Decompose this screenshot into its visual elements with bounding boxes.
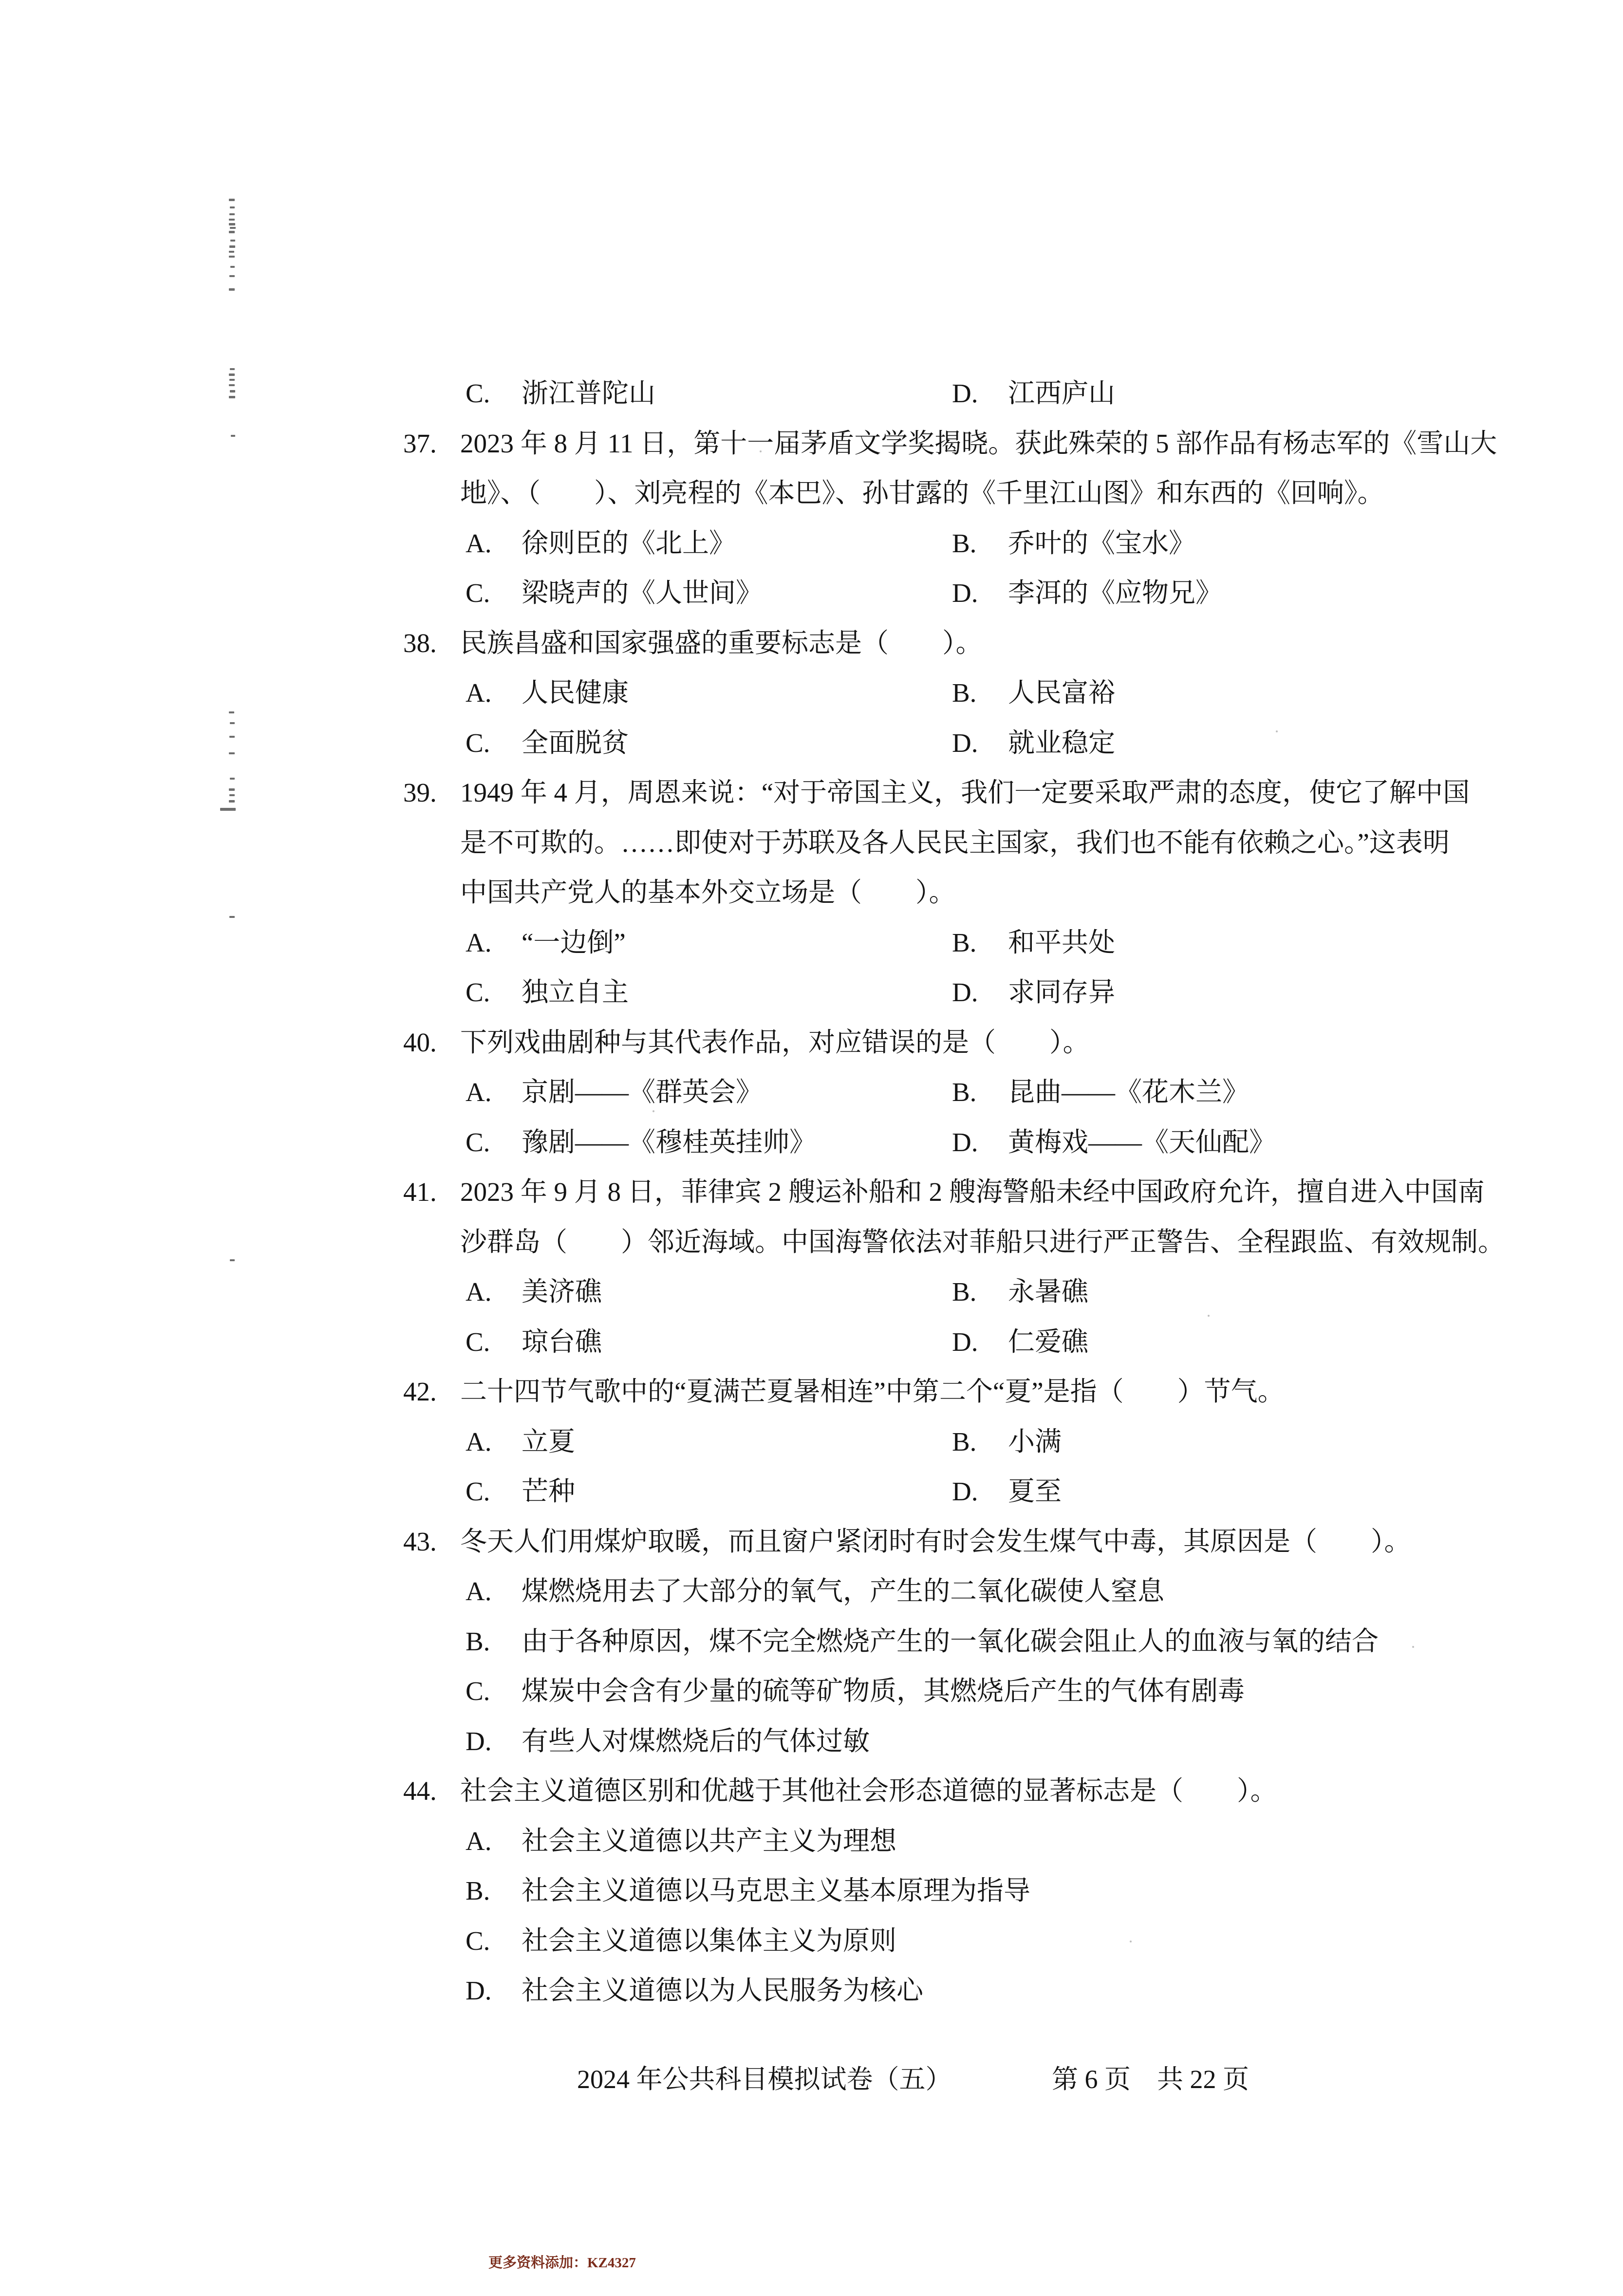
q41-option-d [952,1317,1088,1367]
q38-option-c [466,728,629,758]
q39-option-a-letter: A. [466,927,492,957]
q44-option-d [466,1976,923,2005]
question-list [0,369,1623,2016]
q39-option-c-letter: C. [466,977,490,1007]
q38-stem-line-1 [0,618,1623,669]
q38-option-b [952,668,1115,718]
q42-option-d [952,1467,1062,1517]
q42-option-c-letter: C. [466,1476,490,1506]
q37-option-c-letter: C. [466,578,490,608]
q39-option-d-text: 求同存异 [1008,977,1116,1007]
q44-option-c-text: 社会主义道德以集体主义为原则 [522,1925,897,1956]
q40-option-d-text: 黄梅戏——《天仙配》 [1008,1127,1276,1157]
q42-option-a [466,1427,575,1456]
q43-option-d [466,1726,870,1756]
q36-option-c-text: 浙江普陀山 [522,378,656,408]
q40-option-a [466,1077,763,1107]
q36-option-d-text: 江西庐山 [1008,378,1116,408]
q39-options-cd [0,968,1623,1018]
q41-option-a-text: 美济礁 [522,1277,602,1307]
q40-stem-text-1: 下列戏曲剧种与其代表作品，对应错误的是（ ）。 [460,1027,1090,1057]
q43-option-c-row [0,1666,1623,1717]
q44-stem-line-1 [0,1766,1623,1816]
q42-option-a-letter: A. [466,1426,492,1456]
q41-options-cd [0,1317,1623,1367]
q41-option-b [952,1267,1088,1317]
q44-option-a [466,1826,896,1856]
q37-option-b [952,519,1195,569]
q42-option-b-letter: B. [952,1426,977,1456]
q37-option-b-letter: B. [952,528,977,558]
q43-option-a [466,1576,1164,1606]
q40-option-d [952,1118,1276,1168]
q37-option-d [952,568,1222,618]
q41-number: 41. [403,1177,437,1207]
q44-option-b-text: 社会主义道德以马克思主义基本原理为指导 [522,1876,1031,1905]
q40-option-b-letter: B. [952,1077,977,1107]
q41-stem-line-2 [0,1217,1623,1268]
q40-option-a-text: 京剧——《群英会》 [522,1077,763,1107]
q38-number: 38. [403,628,437,658]
q36-option-d-letter: D. [952,378,978,408]
q43-option-b-letter: B. [466,1626,490,1656]
q37-stem-line-1 [0,419,1623,469]
q41-stem-line-1 [0,1167,1623,1217]
q42-option-c [466,1476,575,1506]
q38-option-a-letter: A. [466,678,492,708]
q40-number: 40. [403,1027,437,1057]
q39-stem-line-1 [0,768,1623,818]
q38-option-d [952,718,1115,768]
q37-options-ab [0,519,1623,569]
footer-page-info: 第 6 页 共 22 页 [1052,2065,1249,2094]
q40-options-cd [0,1118,1623,1168]
q37-stem-text-1: 2023 年 8 月 11 日，第十一届茅盾文学奖揭晓。获此殊荣的 5 部作品有杨志军的《雪山大 [460,428,1497,458]
q38-option-b-text: 人民富裕 [1008,678,1116,708]
q43-option-b-row [0,1617,1623,1667]
q44-option-a-text: 社会主义道德以共产主义为理想 [522,1826,897,1856]
q44-option-b-row [0,1866,1623,1916]
q37-number: 37. [403,428,437,458]
q43-option-d-row [0,1717,1623,1767]
q43-option-c-letter: C. [466,1676,490,1706]
q39-stem-text-1: 1949 年 4 月，周恩来说：“对于帝国主义，我们一定要采取严肃的态度，使它了解中国 [460,778,1470,807]
q39-option-b-letter: B. [952,927,977,957]
q40-options-ab [0,1067,1623,1118]
q40-option-b [952,1067,1249,1118]
q42-stem-line-1 [0,1367,1623,1417]
q44-option-c-letter: C. [466,1925,490,1956]
q43-option-b-text: 由于各种原因，煤不完全燃烧产生的一氧化碳会阻止人的血液与氧的结合 [522,1626,1379,1656]
q41-option-c-letter: C. [466,1326,490,1357]
q37-option-d-text: 李洱的《应物兄》 [1008,578,1223,608]
q44-option-b [466,1876,1030,1905]
q38-options-ab [0,668,1623,718]
q43-number: 43. [403,1526,437,1556]
q38-option-b-letter: B. [952,678,977,708]
q44-option-c [466,1926,896,1956]
q39-stem-text-2: 是不可欺的。……即使对于苏联及各人民民主国家，我们也不能有依赖之心。”这表明 [460,827,1450,858]
q36-options-cd [0,369,1623,419]
q43-option-c [466,1676,1245,1706]
q42-option-d-text: 夏至 [1008,1476,1062,1506]
q39-option-d [952,968,1115,1018]
q44-option-d-text: 社会主义道德以为人民服务为核心 [522,1976,924,2005]
q40-option-a-letter: A. [466,1077,492,1107]
q39-option-c [466,977,629,1007]
q40-stem-line-1 [0,1018,1623,1068]
q39-number: 39. [403,778,437,807]
q41-stem-text-2: 沙群岛（ ）邻近海域。中国海警依法对菲船只进行严正警告、全程跟监、有效规制。 [460,1227,1505,1257]
q42-options-ab [0,1417,1623,1467]
q39-stem-text-3: 中国共产党人的基本外交立场是（ ）。 [460,877,956,907]
q41-option-d-text: 仁爱礁 [1008,1326,1089,1357]
q39-option-b [952,918,1115,968]
q37-option-c-text: 梁晓声的《人世间》 [522,578,763,608]
q40-option-d-letter: D. [952,1127,978,1157]
q41-option-d-letter: D. [952,1326,978,1357]
q43-option-a-letter: A. [466,1576,492,1606]
q38-options-cd [0,718,1623,768]
q43-option-d-text: 有些人对煤燃烧后的气体过敏 [522,1726,870,1756]
q36-option-d [952,369,1115,419]
q40-option-c-text: 豫剧——《穆桂英挂帅》 [522,1127,817,1157]
q44-option-a-row [0,1816,1623,1867]
q38-option-c-letter: C. [466,728,490,758]
q37-option-d-letter: D. [952,578,978,608]
q38-option-a-text: 人民健康 [522,678,629,708]
q37-option-a [466,528,736,558]
q39-stem-line-3 [0,868,1623,918]
q39-stem-line-2 [0,818,1623,868]
q39-option-b-text: 和平共处 [1008,927,1116,957]
q38-option-d-letter: D. [952,728,978,758]
q44-number: 44. [403,1776,437,1806]
q36-option-c-letter: C. [466,378,490,408]
q37-option-a-letter: A. [466,528,492,558]
q42-option-a-text: 立夏 [522,1426,576,1456]
q37-option-c [466,578,763,608]
q39-option-d-letter: D. [952,977,978,1007]
q42-number: 42. [403,1377,437,1406]
watermark-contact: 更多资料添加：KZ4327 [488,2255,636,2271]
q43-stem-text-1: 冬天人们用煤炉取暖，而且窗户紧闭时有时会发生煤气中毒，其原因是（ ）。 [460,1526,1411,1556]
q41-option-c-text: 琼台礁 [522,1326,602,1357]
q44-option-b-letter: B. [466,1876,490,1905]
q44-option-d-letter: D. [466,1976,492,2005]
q41-option-a [466,1277,602,1307]
q37-stem-line-2 [0,468,1623,519]
q41-option-c [466,1327,602,1357]
q39-option-c-text: 独立自主 [522,977,629,1007]
q42-option-b-text: 小满 [1008,1426,1062,1456]
q43-stem-line-1 [0,1517,1623,1567]
q40-option-c-letter: C. [466,1127,490,1157]
q42-option-b [952,1417,1062,1467]
q41-option-b-letter: B. [952,1277,977,1307]
q42-stem-text-1: 二十四节气歌中的“夏满芒夏暑相连”中第二个“夏”是指（ ）节气。 [460,1377,1285,1406]
q41-stem-text-1: 2023 年 9 月 8 日，菲律宾 2 艘运补船和 2 艘海警船未经中国政府允许，擅自进入中国南 [460,1177,1485,1207]
q43-option-a-row [0,1567,1623,1617]
q38-stem-text-1: 民族昌盛和国家强盛的重要标志是（ ）。 [460,628,983,658]
q41-option-b-text: 永暑礁 [1008,1277,1089,1307]
q41-options-ab [0,1267,1623,1317]
q42-options-cd [0,1467,1623,1517]
q39-options-ab [0,918,1623,968]
q40-option-b-text: 昆曲——《花木兰》 [1008,1077,1250,1107]
q43-option-a-text: 煤燃烧用去了大部分的氧气，产生的二氧化碳使人窒息 [522,1576,1165,1606]
q42-option-d-letter: D. [952,1476,978,1506]
q41-option-a-letter: A. [466,1277,492,1307]
q39-option-a [466,928,626,957]
q36-option-c [466,378,655,408]
q37-options-cd [0,568,1623,618]
q37-stem-text-2: 地》、（ ）、刘亮程的《本巴》、孙甘露的《千里江山图》和东西的《回响》。 [460,478,1384,508]
q44-stem-text-1: 社会主义道德区别和优越于其他社会形态道德的显著标志是（ ）。 [460,1776,1277,1806]
q44-option-d-row [0,1966,1623,2016]
q40-option-c [466,1127,816,1157]
q42-option-c-text: 芒种 [522,1476,576,1506]
q39-option-a-text: “一边倒” [522,927,626,957]
q44-option-a-letter: A. [466,1826,492,1856]
q38-option-a [466,678,629,708]
q38-option-c-text: 全面脱贫 [522,728,629,758]
q43-option-b [466,1626,1379,1656]
q38-option-d-text: 就业稳定 [1008,728,1116,758]
q43-option-c-text: 煤炭中会含有少量的硫等矿物质，其燃烧后产生的气体有剧毒 [522,1676,1245,1706]
q43-option-d-letter: D. [466,1726,492,1756]
q44-option-c-row [0,1916,1623,1966]
q37-option-a-text: 徐则臣的《北上》 [522,528,736,558]
q37-option-b-text: 乔叶的《宝水》 [1008,528,1196,558]
footer-exam-title: 2024 年公共科目模拟试卷（五） [577,2065,952,2094]
